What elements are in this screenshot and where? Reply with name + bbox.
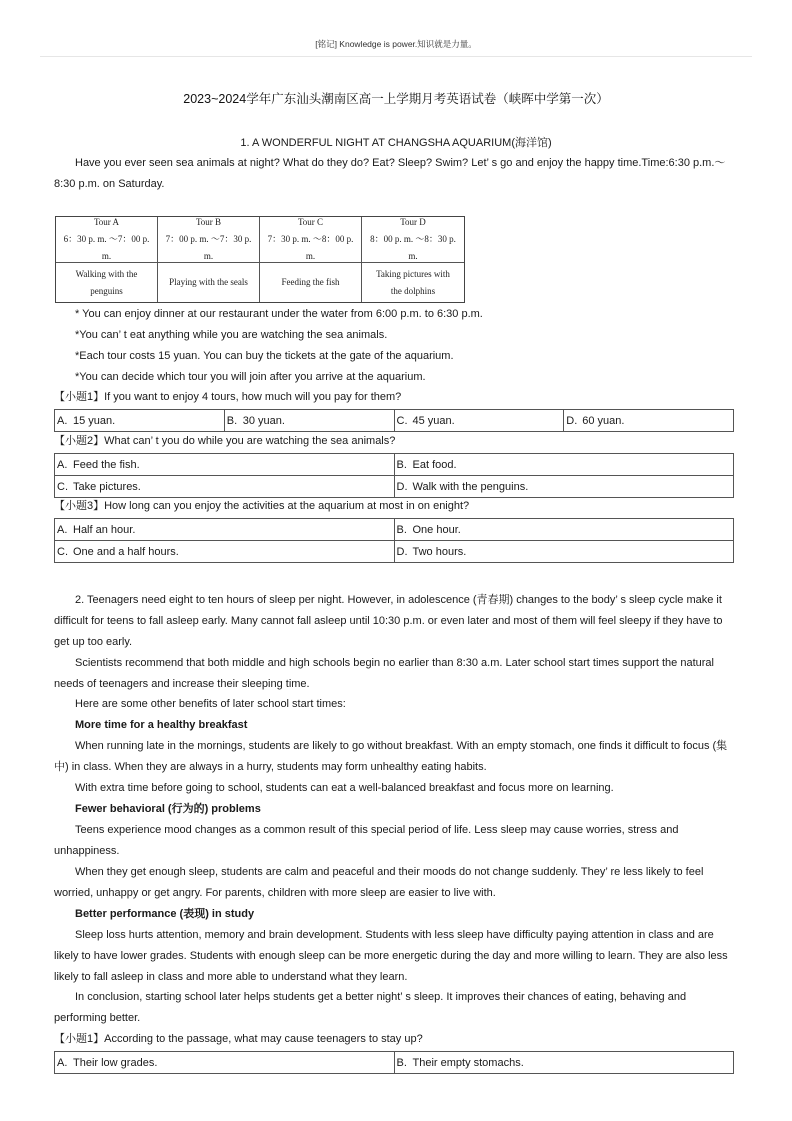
question-text: 【小题3】How long can you enjoy the activities at the aquarium at most in on enight?: [54, 500, 470, 512]
option-letter: A.: [57, 414, 68, 427]
option-text: 15 yuan.: [73, 414, 116, 427]
option-letter: B.: [396, 458, 407, 471]
answer-options: [54, 1051, 734, 1074]
option-text: Two hours.: [412, 545, 467, 558]
tour-activity-cell: [158, 263, 260, 302]
option-text: 30 yuan.: [242, 414, 285, 427]
header-divider: [40, 56, 752, 57]
tour-activity-line: Taking pictures with: [376, 268, 450, 279]
option-text: 60 yuan.: [582, 414, 625, 427]
option-text: Their low grades.: [73, 1056, 158, 1069]
passage-2-subheading: Better performance (表现) in study: [75, 908, 255, 920]
option-letter: A.: [57, 1056, 68, 1069]
answer-option-d[interactable]: [395, 476, 734, 497]
tour-activity-cell: [362, 263, 464, 302]
option-text: Take pictures.: [73, 480, 141, 493]
passage-1-heading: 1. A WONDERFUL NIGHT AT CHANGSHA AQUARIUM(海洋馆): [240, 137, 552, 149]
option-text: One hour.: [412, 523, 461, 536]
answer-option-d[interactable]: [395, 541, 734, 562]
answer-option-b[interactable]: [395, 1052, 734, 1073]
passage-2-paragraph: When they get enough sleep, students are calm and peaceful and their moods do not change suddenly. They’ re less likely to feel worried, unhappy or get angry. For parents, children with more sleep are easier to live with.: [54, 866, 704, 899]
answer-option-d[interactable]: [564, 410, 733, 431]
option-letter: B.: [396, 1056, 407, 1069]
option-text: 45 yuan.: [412, 414, 455, 427]
passage-2-paragraph: Teens experience mood changes as a common result of this special period of life. Less sleep may cause worries, stress and unhappiness.: [54, 824, 679, 857]
option-letter: D.: [396, 480, 408, 493]
option-text: Eat food.: [412, 458, 457, 471]
answer-option-b[interactable]: [225, 410, 395, 431]
aquarium-note: * You can enjoy dinner at our restaurant under the water from 6:00 p.m. to 6:30 p.m.: [75, 308, 483, 320]
answer-option-a[interactable]: [55, 410, 225, 431]
exam-title: 2023~2024学年广东汕头潮南区高一上学期月考英语试卷（峡晖中学第一次）: [183, 92, 609, 106]
passage-2-paragraph: When running late in the mornings, students are likely to go without breakfast. With an empty stomach, one finds it difficult to focus (集中) in class. When they are always in a hurry, students may form unhealthy eating habits.: [54, 740, 728, 773]
tour-activity-line: penguins: [90, 285, 123, 296]
option-letter: A.: [57, 523, 68, 536]
answer-option-c[interactable]: [395, 410, 565, 431]
passage-1-intro-line2: 8:30 p.m. on Saturday.: [54, 178, 165, 190]
tour-activity-line: the dolphins: [390, 285, 436, 296]
tour-time: 6：30 p. m. ～7：00 p. m.: [63, 234, 150, 261]
tour-time: 7：00 p. m. ～7：30 p. m.: [165, 234, 252, 261]
answer-options: [54, 409, 734, 432]
aquarium-note: *You can decide which tour you will join after you arrive at the aquarium.: [75, 371, 426, 383]
aquarium-note: *Each tour costs 15 yuan. You can buy the tickets at the gate of the aquarium.: [75, 350, 454, 362]
option-letter: C.: [57, 480, 68, 493]
passage-2-paragraph: Scientists recommend that both middle and high schools begin no earlier than 8:30 a.m. Later school start times support the natural needs of teenagers and increase their sleeping time.: [54, 657, 714, 690]
tour-activity-line: Playing with the seals: [169, 277, 248, 287]
question-text: 【小题2】What can’ t you do while you are watching the sea animals?: [54, 435, 396, 447]
passage-2-paragraph: 2. Teenagers need eight to ten hours of sleep per night. However, in adolescence (青春期) changes to the body’ s sleep cycle make it difficult for teens to fall asleep early. Many cannot fall asleep until 10:30 p.m. or even later and most of them will feel sleepy if they have to get up too early.: [54, 594, 723, 648]
passage-2-paragraph: Sleep loss hurts attention, memory and brain development. Students with less sleep have difficulty paying attention in class and are likely to have lower grades. Students with enough sleep can be more energetic during the day and more willing to learn. They are also less likely to fall asleep in class and more able to understand what they learn.: [54, 929, 728, 983]
option-text: Feed the fish.: [73, 458, 140, 471]
answer-option-b[interactable]: [395, 519, 734, 540]
tour-header-cell: [158, 217, 260, 263]
tour-name: Tour D: [400, 217, 426, 227]
answer-option-a[interactable]: [55, 454, 395, 475]
answer-option-a[interactable]: [55, 519, 395, 540]
tour-header-cell: [56, 217, 158, 263]
aquarium-note: *You can’ t eat anything while you are watching the sea animals.: [75, 329, 388, 341]
question-text: 【小题1】According to the passage, what may cause teenagers to stay up?: [54, 1033, 423, 1045]
option-letter: D.: [566, 414, 578, 427]
option-text: Their empty stomachs.: [412, 1056, 524, 1069]
passage-2-paragraph: With extra time before going to school, students can eat a well-balanced breakfast and focus more on learning.: [75, 782, 614, 794]
passage-2-subheading: Fewer behavioral (行为的) problems: [75, 803, 261, 815]
answer-option-c[interactable]: [55, 476, 395, 497]
option-letter: B.: [226, 414, 238, 427]
tour-header-cell: [362, 217, 464, 263]
option-letter: A.: [57, 458, 68, 471]
answer-option-a[interactable]: [55, 1052, 395, 1073]
tour-activity-line: Walking with the: [75, 268, 138, 279]
passage-2-subheading: More time for a healthy breakfast: [75, 719, 248, 731]
tour-header-cell: [260, 217, 362, 263]
option-letter: B.: [396, 523, 407, 536]
tour-name: Tour B: [195, 217, 222, 227]
tour-time: 8：00 p. m. ～8：30 p. m.: [370, 234, 456, 261]
page-header-note: [铭记] Knowledge is power.知识就是力量。: [315, 39, 477, 49]
question-text: 【小题1】If you want to enjoy 4 tours, how much will you pay for them?: [54, 391, 402, 403]
passage-1-intro-line1: Have you ever seen sea animals at night? What do they do? Eat? Sleep? Swim? Let’ s go and enjoy the happy time.Time:6:30 p.m.～: [75, 157, 726, 169]
tour-activity-cell: [260, 263, 362, 302]
option-letter: C.: [57, 545, 68, 558]
tour-name: Tour C: [297, 217, 324, 227]
answer-option-c[interactable]: [55, 541, 395, 562]
answer-option-b[interactable]: [395, 454, 734, 475]
passage-2-paragraph: Here are some other benefits of later school start times:: [75, 698, 346, 710]
tour-activity-line: Feeding the fish: [281, 277, 340, 287]
passage-2-paragraph: In conclusion, starting school later helps students get a better night’ s sleep. It improves their chances of eating, behaving and performing better.: [54, 991, 687, 1024]
option-text: Half an hour.: [73, 523, 136, 536]
answer-options: [54, 453, 734, 498]
answer-options: [54, 518, 734, 563]
option-text: One and a half hours.: [73, 545, 179, 558]
option-letter: D.: [396, 545, 408, 558]
tour-schedule-table: [55, 216, 465, 303]
tour-time: 7：30 p. m. ～8：00 p. m.: [267, 234, 354, 261]
tour-activity-cell: [56, 263, 158, 302]
tour-name: Tour A: [93, 217, 120, 227]
option-letter: C.: [396, 414, 408, 427]
option-text: Walk with the penguins.: [412, 480, 529, 493]
